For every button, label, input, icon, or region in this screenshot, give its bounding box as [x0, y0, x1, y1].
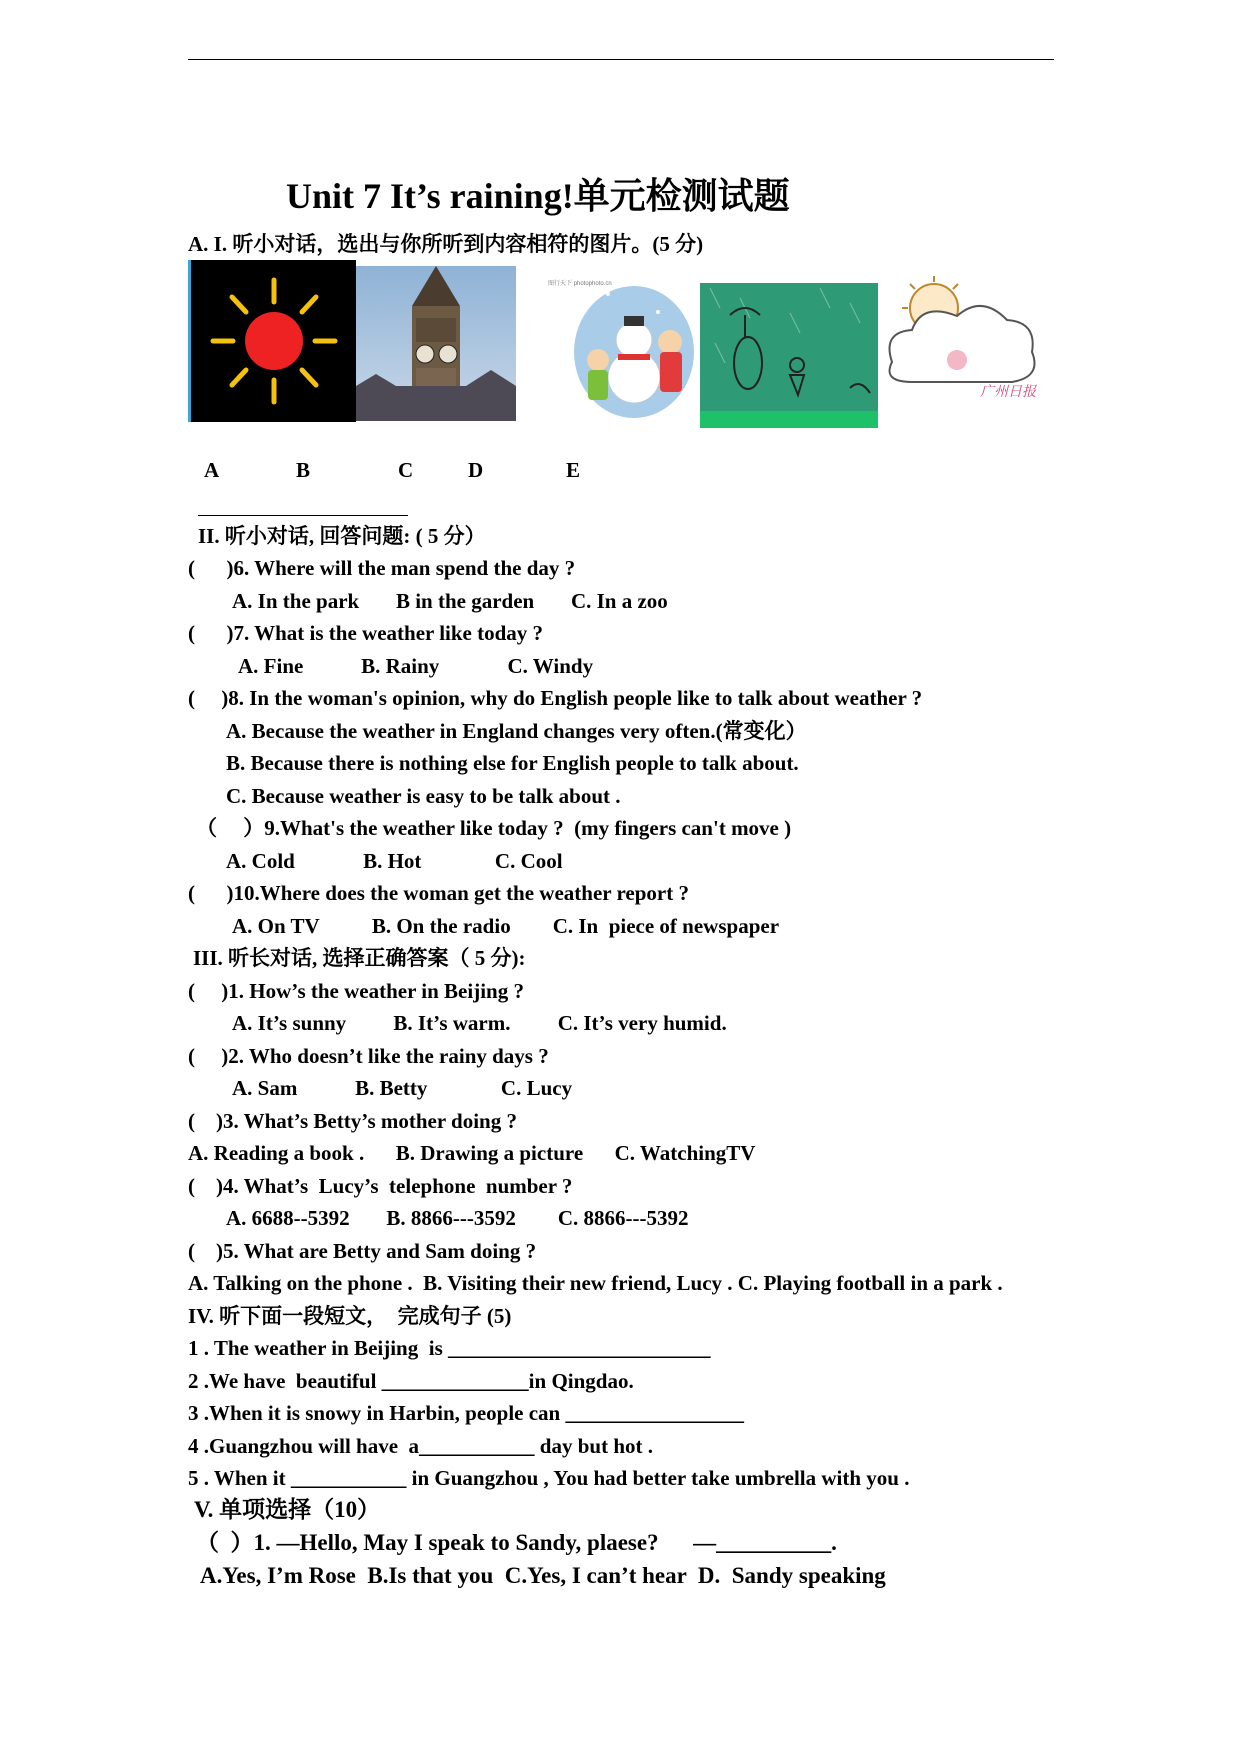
image-caption: 图行天下 photophoto.cn — [548, 281, 612, 287]
p5-question-1: （ ）1. —Hello, May I speak to Sandy, plaese? —__________. — [196, 1530, 837, 1555]
p3-question-5: ( )5. What are Betty and Sam doing ? — [188, 1239, 537, 1263]
fill-sentence-2: 2 .We have beautiful ______________in Qingdao. — [188, 1369, 634, 1393]
sun-picture — [188, 260, 356, 422]
picture-label-c: C — [398, 458, 414, 482]
fill-sentence-3: 3 .When it is snowy in Harbin, people can _________________ — [188, 1401, 744, 1425]
p3-question-1: ( )1. How’s the weather in Beijing ? — [188, 979, 524, 1003]
question-9-options: A. Cold B. Hot C. Cool — [226, 849, 563, 873]
question-7-options: A. Fine B. Rainy C. Windy — [238, 654, 594, 678]
rain-picture — [700, 283, 878, 428]
snowman-picture — [568, 282, 700, 422]
fill-sentence-5: 5 . When it ___________ in Guangzhou , You had better take umbrella with you . — [188, 1466, 910, 1490]
p3-question-5-options: A. Talking on the phone . B. Visiting their new friend, Lucy . C. Playing football in a park . — [188, 1271, 1003, 1295]
page-title: Unit 7 It’s raining!单元检测试题 — [286, 176, 790, 216]
p3-question-2: ( )2. Who doesn’t like the rainy days ? — [188, 1044, 549, 1068]
section-a5-header: V. 单项选择（10） — [194, 1497, 381, 1522]
clock-tower-picture — [356, 266, 516, 421]
picture-label-e: E — [566, 458, 581, 482]
p3-question-2-options: A. Sam B. Betty C. Lucy — [232, 1076, 573, 1100]
p3-question-3-options: A. Reading a book . B. Drawing a picture C. WatchingTV — [188, 1141, 756, 1165]
p3-question-4-options: A. 6688--5392 B. 8866---3592 C. 8866---5392 — [226, 1206, 689, 1230]
p3-question-1-options: A. It’s sunny B. It’s warm. C. It’s very humid. — [232, 1011, 727, 1035]
p3-question-4: ( )4. What’s Lucy’s telephone number ? — [188, 1174, 573, 1198]
question-6-options: A. In the park B in the garden C. In a zoo — [232, 589, 668, 613]
section-a2-header: II. 听小对话, 回答问题: ( 5 分） — [198, 524, 486, 548]
fill-sentence-1: 1 . The weather in Beijing is _________________________ — [188, 1336, 711, 1360]
newspaper-logo: 广州日报 — [980, 384, 1036, 400]
picture-label-d: D — [468, 458, 484, 482]
picture-label-a: A — [204, 458, 220, 482]
question-9: （ ）9.What's the weather like today ? (my fingers can't move ) — [196, 816, 792, 840]
question-10-options: A. On TV B. On the radio C. In piece of newspaper — [232, 914, 780, 938]
picture-label-b: B — [296, 458, 311, 482]
question-8: ( )8. In the woman's opinion, why do English people like to talk about weather ? — [188, 686, 923, 710]
question-8-option-b: B. Because there is nothing else for English people to talk about. — [226, 751, 799, 775]
header-rule — [188, 59, 1054, 60]
question-7: ( )7. What is the weather like today ? — [188, 621, 544, 645]
question-8-option-c: C. Because weather is easy to be talk about . — [226, 784, 621, 808]
fill-sentence-4: 4 .Guangzhou will have a___________ day but hot . — [188, 1434, 653, 1458]
question-8-option-a: A. Because the weather in England changes very often.(常变化） — [226, 719, 807, 743]
section-a3-header: III. 听长对话, 选择正确答案（ 5 分): — [193, 946, 526, 970]
answer-blank-line — [198, 515, 408, 516]
cloudy-picture — [872, 272, 1042, 412]
section-a4-header: IV. 听下面一段短文， 完成句子 (5) — [188, 1304, 512, 1328]
question-10: ( )10.Where does the woman get the weather report ? — [188, 881, 689, 905]
section-a1-header: A. I. 听小对话，选出与你所听到内容相符的图片。(5 分) — [188, 232, 704, 256]
question-6: ( )6. Where will the man spend the day ? — [188, 556, 576, 580]
p5-question-1-options: A.Yes, I’m Rose B.Is that you C.Yes, I can’t hear D. Sandy speaking — [200, 1563, 886, 1588]
p3-question-3: ( )3. What’s Betty’s mother doing ? — [188, 1109, 517, 1133]
